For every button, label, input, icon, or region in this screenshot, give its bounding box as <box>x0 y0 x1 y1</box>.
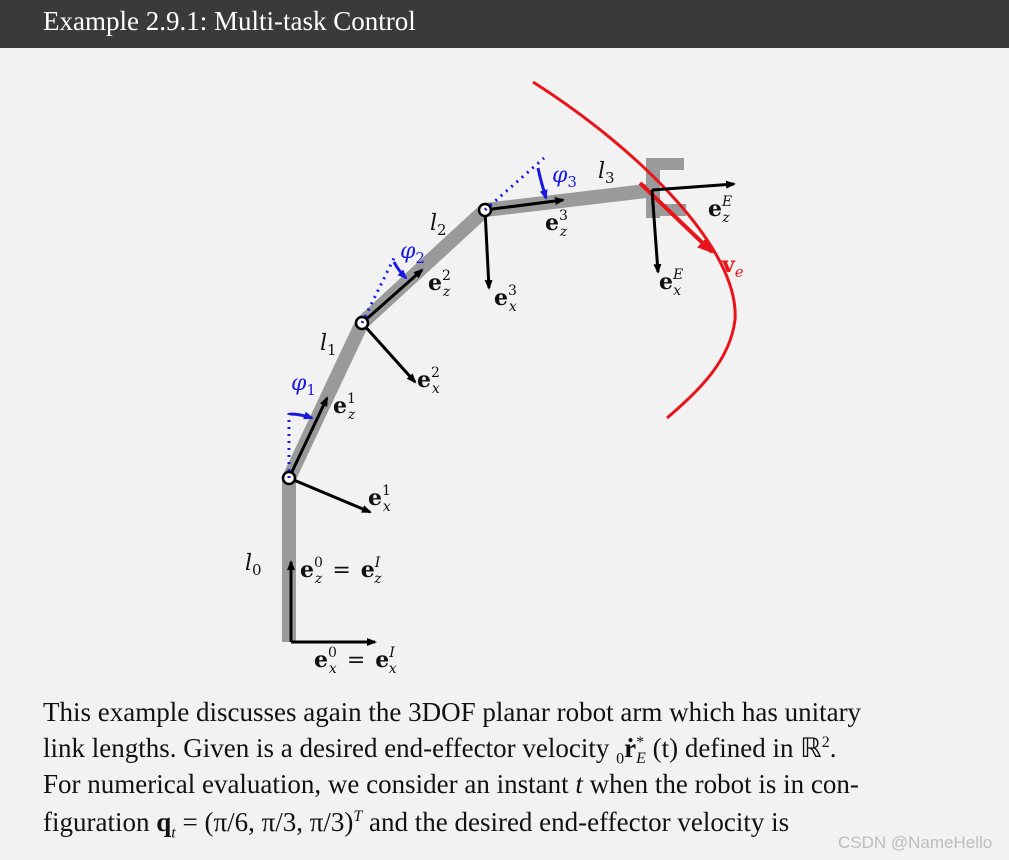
robot-arm-figure <box>0 48 1009 688</box>
label-l1: $l_1$ <box>320 331 337 359</box>
example-header <box>0 0 1009 48</box>
label-ez1: $e^1$ z <box>333 391 356 423</box>
label-ezE: $e^E$ z <box>708 194 733 226</box>
frame1-z-arrow <box>289 398 327 478</box>
body-line-2: link lengths. Given is a desired end-effector velocity $_0$ṙ*$_E$ (t) defined in ℝ$^2$. <box>43 733 837 768</box>
label-ex1: $e^1$ x <box>368 483 391 515</box>
frame1-x-arrow <box>289 478 370 512</box>
label-ez0-ezI: $e^0$ $z = e^I$ z <box>300 555 382 587</box>
label-phi3: $\varphi_3$ <box>552 163 577 191</box>
body-line-1: This example discusses again the 3DOF planar robot arm which has unitary <box>43 697 862 727</box>
watermark: CSDN @NameHello <box>838 833 993 852</box>
label-ve: $v_e$ <box>722 252 744 281</box>
angle2-arrow <box>394 262 406 278</box>
frame2-x-arrow <box>362 323 415 382</box>
label-l2: $l_2$ <box>430 211 447 239</box>
label-l3: $l_3$ <box>598 159 615 187</box>
label-ez2: $e^2$ z <box>428 268 451 300</box>
label-phi2: $\varphi_2$ <box>400 239 425 267</box>
frame3-x-arrow <box>485 210 489 288</box>
frame2-z-arrow <box>362 270 422 323</box>
body-line-3: For numerical evaluation, we consider an instant t when the robot is in con- <box>43 769 859 799</box>
desired-trajectory-curve <box>533 82 735 418</box>
body-line-4: figuration $q_t = (\pi/6$, π/3, π/3)$^T$ and the desired end-effector velocity is <box>43 807 790 842</box>
label-ex3: $e^3$ x <box>494 283 517 315</box>
angle3-arrow <box>538 168 546 198</box>
joint-circles <box>283 204 491 484</box>
label-ez3: $e^3$ z <box>545 208 568 240</box>
label-l0: $l_0$ <box>245 551 262 579</box>
label-phi1: $\varphi_1$ <box>291 371 316 399</box>
label-ex0-exI: $e^0$ $x = e^I$ x <box>314 645 397 677</box>
label-exE: $e^E$ x <box>659 267 684 299</box>
label-ex2: $e^2$ x <box>417 365 440 397</box>
example-title: Example 2.9.1: Multi-task Control <box>43 6 416 36</box>
angle1-arrow <box>290 414 312 418</box>
